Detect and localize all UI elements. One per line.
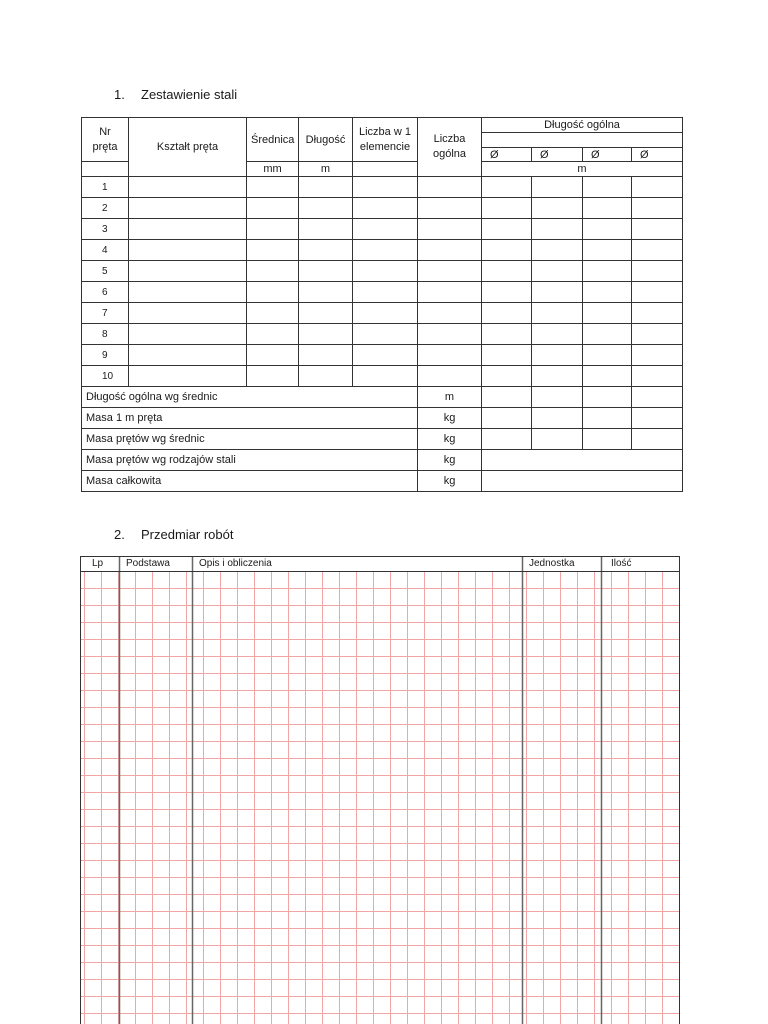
bar-row-cell <box>532 282 583 303</box>
bar-row-cell <box>299 345 353 366</box>
bar-row-cell <box>482 282 532 303</box>
bar-row-cell <box>299 198 353 219</box>
bar-row-cell <box>418 366 482 387</box>
bar-row-cell <box>247 261 299 282</box>
header-bar-shape: Kształt pręta <box>129 118 247 177</box>
summary-row <box>82 429 683 450</box>
bar-row-cell <box>418 177 482 198</box>
header-count-per-element: Liczba w 1 elemencie <box>353 118 418 162</box>
bar-row-cell <box>129 261 247 282</box>
bar-row-cell <box>632 282 683 303</box>
bar-row <box>82 303 683 324</box>
bar-row-number: 2 <box>82 198 129 219</box>
bar-row-cell <box>129 366 247 387</box>
bar-row <box>82 240 683 261</box>
summary-label: Masa całkowita <box>82 471 418 492</box>
bar-row-number: 7 <box>82 303 129 324</box>
bar-row-cell <box>418 282 482 303</box>
bar-row-cell <box>247 219 299 240</box>
bar-row-number: 6 <box>82 282 129 303</box>
steel-summary-table <box>81 117 683 492</box>
header-length: Długość <box>299 118 353 162</box>
bar-row-cell <box>583 366 632 387</box>
bar-row-cell <box>247 198 299 219</box>
summary-unit: kg <box>418 450 482 471</box>
bar-row-cell <box>532 177 583 198</box>
bar-row-cell <box>353 240 418 261</box>
summary-label: Masa prętów wg rodzajów stali <box>82 450 418 471</box>
bar-row-cell <box>353 324 418 345</box>
bar-row-number: 3 <box>82 219 129 240</box>
works-grid-lines <box>80 556 680 1024</box>
bar-row <box>82 219 683 240</box>
bar-row-cell <box>482 261 532 282</box>
bar-row-cell <box>482 177 532 198</box>
unit-diameter: mm <box>247 162 299 177</box>
bar-row <box>82 198 683 219</box>
bar-row-cell <box>482 366 532 387</box>
bar-row-cell <box>583 303 632 324</box>
bar-row-cell <box>632 261 683 282</box>
bar-row-cell <box>583 198 632 219</box>
bar-row-cell <box>632 324 683 345</box>
bar-row-cell <box>299 219 353 240</box>
bar-row-cell <box>632 198 683 219</box>
header-diameter: Średnica <box>247 118 299 162</box>
bar-row-cell <box>418 261 482 282</box>
summary-value-cell <box>482 429 532 450</box>
bar-row-cell <box>532 219 583 240</box>
bar-row-cell <box>583 282 632 303</box>
section-1-title: Zestawienie stali <box>141 87 238 102</box>
summary-value-cell <box>532 429 583 450</box>
summary-value-cell <box>482 408 532 429</box>
bar-row-cell <box>632 366 683 387</box>
bar-row-cell <box>353 366 418 387</box>
bar-row-cell <box>418 324 482 345</box>
bar-row-cell <box>583 261 632 282</box>
bar-row-number: 4 <box>82 240 129 261</box>
bar-row-cell <box>583 324 632 345</box>
summary-unit: kg <box>418 471 482 492</box>
bar-row-cell <box>247 177 299 198</box>
bar-row-cell <box>129 240 247 261</box>
bar-row <box>82 324 683 345</box>
bar-row-cell <box>247 282 299 303</box>
header-total-count: Liczba ogólna <box>418 118 482 177</box>
bar-row-number: 1 <box>82 177 129 198</box>
bar-row-number: 8 <box>82 324 129 345</box>
bar-row-cell <box>353 303 418 324</box>
bar-row-cell <box>129 282 247 303</box>
bar-row-cell <box>129 303 247 324</box>
bar-row-cell <box>299 177 353 198</box>
bar-row-cell <box>632 303 683 324</box>
header-bar-number: Nr pręta <box>82 118 129 162</box>
diameter-symbol-3: Ø <box>583 148 632 162</box>
summary-value-cell <box>632 429 683 450</box>
column-jednostka: Jednostka <box>529 558 575 569</box>
header-total-length: Długość ogólna <box>482 118 683 133</box>
bar-row <box>82 177 683 198</box>
bar-row-cell <box>129 198 247 219</box>
column-ilosc: Ilość <box>611 558 632 569</box>
section-1-number: 1. <box>114 87 125 102</box>
bar-row-cell <box>418 240 482 261</box>
unit-count-per-element <box>353 162 418 177</box>
bar-row-cell <box>247 324 299 345</box>
bar-row-cell <box>129 219 247 240</box>
bar-row-cell <box>299 303 353 324</box>
bar-row-cell <box>353 261 418 282</box>
bar-row-cell <box>247 345 299 366</box>
diameter-symbol-2: Ø <box>532 148 583 162</box>
bar-row-cell <box>129 324 247 345</box>
summary-value-cell <box>583 387 632 408</box>
bar-row-cell <box>532 345 583 366</box>
bar-row-cell <box>632 240 683 261</box>
bar-row-cell <box>632 219 683 240</box>
bar-row-cell <box>299 324 353 345</box>
bar-row-cell <box>632 345 683 366</box>
column-lp: Lp <box>92 558 104 569</box>
bar-row-cell <box>353 345 418 366</box>
bar-row-number: 9 <box>82 345 129 366</box>
header-spacer-row <box>482 133 683 148</box>
bar-row-cell <box>247 303 299 324</box>
bar-row-cell <box>532 324 583 345</box>
header-nr-unit-cell <box>82 162 129 177</box>
summary-unit: m <box>418 387 482 408</box>
bar-row-cell <box>418 345 482 366</box>
bar-row-cell <box>532 303 583 324</box>
bar-row-cell <box>532 240 583 261</box>
summary-value-cell <box>632 408 683 429</box>
bar-row-cell <box>299 261 353 282</box>
unit-total-length: m <box>482 162 683 177</box>
bar-row-cell <box>482 303 532 324</box>
summary-value-cell <box>532 387 583 408</box>
section-2-number: 2. <box>114 527 125 542</box>
unit-length: m <box>299 162 353 177</box>
works-grid <box>80 556 680 1024</box>
bar-row-cell <box>583 345 632 366</box>
summary-value-cell <box>583 408 632 429</box>
bar-row-cell <box>353 198 418 219</box>
summary-value-cell <box>482 450 683 471</box>
bar-row-cell <box>532 366 583 387</box>
section-2-title: Przedmiar robót <box>141 527 234 542</box>
bar-row-cell <box>482 198 532 219</box>
bar-row-cell <box>129 177 247 198</box>
summary-row <box>82 471 683 492</box>
summary-row <box>82 387 683 408</box>
bar-row-cell <box>583 177 632 198</box>
bar-row <box>82 345 683 366</box>
bar-row-cell <box>632 177 683 198</box>
bar-row <box>82 366 683 387</box>
bar-row-cell <box>418 303 482 324</box>
bar-row-cell <box>482 345 532 366</box>
summary-label: Masa prętów wg średnic <box>82 429 418 450</box>
summary-label: Długość ogólna wg średnic <box>82 387 418 408</box>
summary-value-cell <box>632 387 683 408</box>
bar-row-cell <box>129 345 247 366</box>
diameter-symbol-4: Ø <box>632 148 683 162</box>
summary-row <box>82 450 683 471</box>
bar-row-cell <box>583 240 632 261</box>
summary-unit: kg <box>418 408 482 429</box>
bar-row <box>82 282 683 303</box>
column-podstawa: Podstawa <box>126 558 170 569</box>
bar-row-cell <box>299 282 353 303</box>
bar-row-cell <box>353 177 418 198</box>
bar-row-cell <box>299 240 353 261</box>
bar-row-cell <box>247 240 299 261</box>
summary-unit: kg <box>418 429 482 450</box>
summary-value-cell <box>583 429 632 450</box>
bar-row-cell <box>482 240 532 261</box>
bar-row-number: 10 <box>82 366 129 387</box>
bar-row-cell <box>532 198 583 219</box>
summary-row <box>82 408 683 429</box>
bar-row <box>82 261 683 282</box>
bar-row-cell <box>482 219 532 240</box>
bar-row-cell <box>247 366 299 387</box>
column-opis: Opis i obliczenia <box>199 558 272 569</box>
bar-row-number: 5 <box>82 261 129 282</box>
bar-row-cell <box>482 324 532 345</box>
summary-label: Masa 1 m pręta <box>82 408 418 429</box>
summary-value-cell <box>482 387 532 408</box>
bar-row-cell <box>583 219 632 240</box>
bar-row-cell <box>532 261 583 282</box>
bar-row-cell <box>418 219 482 240</box>
bar-row-cell <box>353 219 418 240</box>
bar-row-cell <box>299 366 353 387</box>
bar-row-cell <box>353 282 418 303</box>
summary-value-cell <box>482 471 683 492</box>
diameter-symbol-1: Ø <box>482 148 532 162</box>
summary-value-cell <box>532 408 583 429</box>
bar-row-cell <box>418 198 482 219</box>
